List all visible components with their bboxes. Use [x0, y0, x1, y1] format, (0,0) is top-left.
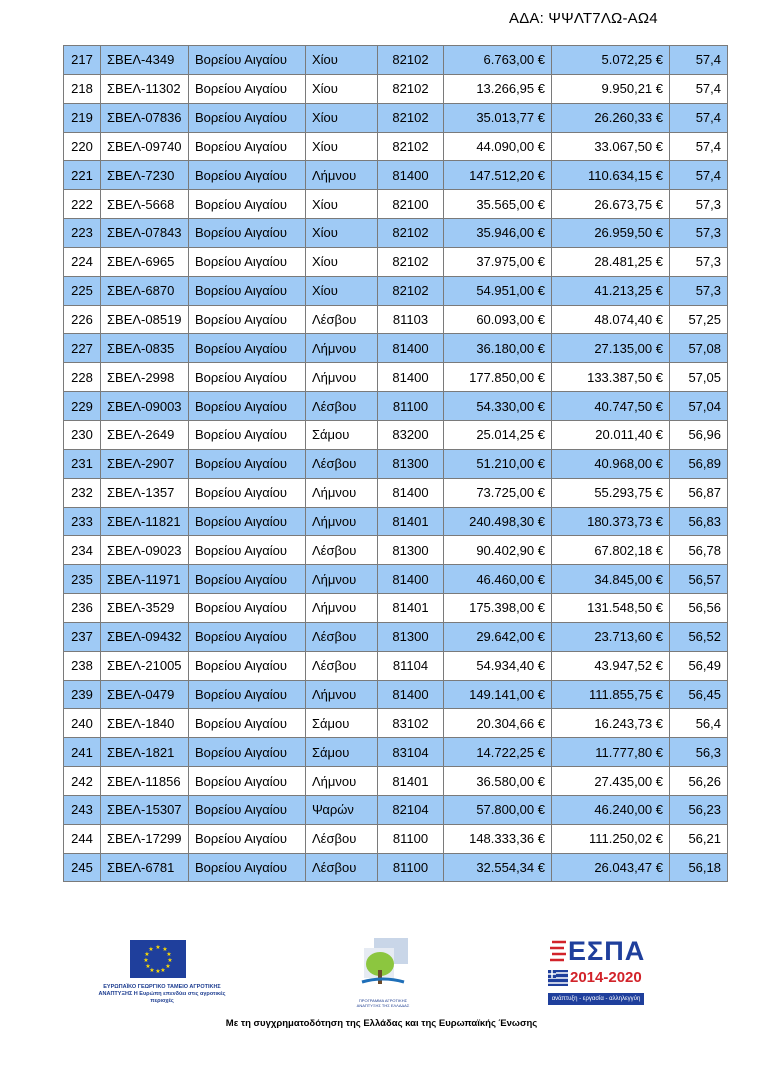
row-score: 57,3: [670, 276, 728, 305]
row-code: ΣΒΕΛ-4349: [101, 46, 189, 75]
row-postal-code: 82102: [378, 247, 444, 276]
row-public-expenditure: 67.802,18 €: [552, 536, 670, 565]
svg-text:★: ★: [148, 946, 154, 953]
row-public-expenditure: 11.777,80 €: [552, 738, 670, 767]
row-postal-code: 81100: [378, 824, 444, 853]
table-row: [64, 767, 728, 796]
row-prefecture: Λέσβου: [306, 449, 378, 478]
row-region: Βορείου Αιγαίου: [189, 651, 306, 680]
row-postal-code: 81100: [378, 853, 444, 882]
row-postal-code: 81400: [378, 161, 444, 190]
row-score: 57,05: [670, 363, 728, 392]
row-postal-code: 82100: [378, 190, 444, 219]
row-number: 233: [64, 507, 101, 536]
row-prefecture: Σάμου: [306, 420, 378, 449]
row-postal-code: 82104: [378, 795, 444, 824]
row-budget: 35.013,77 €: [444, 103, 552, 132]
row-budget: 54.330,00 €: [444, 392, 552, 421]
row-score: 56,49: [670, 651, 728, 680]
row-region: Βορείου Αιγαίου: [189, 795, 306, 824]
row-budget: 60.093,00 €: [444, 305, 552, 334]
row-public-expenditure: 111.250,02 €: [552, 824, 670, 853]
espa-slogan: ανάπτυξη - εργασία - αλληλεγγύη: [548, 993, 644, 1005]
table-row: [64, 449, 728, 478]
row-region: Βορείου Αιγαίου: [189, 161, 306, 190]
table-row: [64, 622, 728, 651]
table-row: [64, 46, 728, 75]
row-region: Βορείου Αιγαίου: [189, 334, 306, 363]
row-number: 221: [64, 161, 101, 190]
row-number: 220: [64, 132, 101, 161]
row-budget: 54.951,00 €: [444, 276, 552, 305]
row-score: 56,45: [670, 680, 728, 709]
rural-program-caption: ΠΡΟΓΡΑΜΜΑ ΑΓΡΟΤΙΚΗΣ ΑΝΑΠΤΥΞΗΣ ΤΗΣ ΕΛΛΑΔΑΣ: [356, 998, 410, 1008]
rural-program-logo: [354, 936, 412, 994]
table-row: [64, 824, 728, 853]
row-region: Βορείου Αιγαίου: [189, 74, 306, 103]
svg-text:★: ★: [155, 968, 161, 975]
row-score: 57,04: [670, 392, 728, 421]
row-public-expenditure: 48.074,40 €: [552, 305, 670, 334]
footer: [0, 930, 763, 1080]
row-score: 57,4: [670, 132, 728, 161]
table-row: [64, 392, 728, 421]
table-row: [64, 334, 728, 363]
row-region: Βορείου Αιγαίου: [189, 132, 306, 161]
table-row: [64, 161, 728, 190]
row-number: 240: [64, 709, 101, 738]
row-number: 243: [64, 795, 101, 824]
row-prefecture: Λήμνου: [306, 594, 378, 623]
row-postal-code: 83102: [378, 709, 444, 738]
row-score: 56,21: [670, 824, 728, 853]
row-prefecture: Χίου: [306, 46, 378, 75]
row-budget: 6.763,00 €: [444, 46, 552, 75]
row-code: ΣΒΕΛ-09432: [101, 622, 189, 651]
row-budget: 148.333,36 €: [444, 824, 552, 853]
row-budget: 57.800,00 €: [444, 795, 552, 824]
row-public-expenditure: 9.950,21 €: [552, 74, 670, 103]
row-number: 237: [64, 622, 101, 651]
espa-title: ΕΣΠΑ: [568, 936, 646, 966]
row-public-expenditure: 26.043,47 €: [552, 853, 670, 882]
table-row: [64, 420, 728, 449]
table-row: [64, 190, 728, 219]
table-row: [64, 74, 728, 103]
row-budget: 240.498,30 €: [444, 507, 552, 536]
row-number: 238: [64, 651, 101, 680]
row-code: ΣΒΕΛ-08519: [101, 305, 189, 334]
row-public-expenditure: 133.387,50 €: [552, 363, 670, 392]
row-prefecture: Χίου: [306, 247, 378, 276]
row-postal-code: 81100: [378, 392, 444, 421]
row-budget: 36.580,00 €: [444, 767, 552, 796]
row-code: ΣΒΕΛ-17299: [101, 824, 189, 853]
row-postal-code: 82102: [378, 219, 444, 248]
row-budget: 73.725,00 €: [444, 478, 552, 507]
row-region: Βορείου Αιγαίου: [189, 363, 306, 392]
row-postal-code: 81400: [378, 363, 444, 392]
row-score: 56,87: [670, 478, 728, 507]
row-region: Βορείου Αιγαίου: [189, 622, 306, 651]
row-score: 57,4: [670, 161, 728, 190]
row-budget: 90.402,90 €: [444, 536, 552, 565]
row-public-expenditure: 131.548,50 €: [552, 594, 670, 623]
svg-text:★: ★: [149, 967, 155, 974]
row-postal-code: 81104: [378, 651, 444, 680]
row-region: Βορείου Αιγαίου: [189, 276, 306, 305]
row-number: 241: [64, 738, 101, 767]
row-score: 56,83: [670, 507, 728, 536]
row-code: ΣΒΕΛ-6965: [101, 247, 189, 276]
row-prefecture: Λήμνου: [306, 363, 378, 392]
row-code: ΣΒΕΛ-3529: [101, 594, 189, 623]
table-row: [64, 738, 728, 767]
row-budget: 37.975,00 €: [444, 247, 552, 276]
row-public-expenditure: 26.959,50 €: [552, 219, 670, 248]
row-region: Βορείου Αιγαίου: [189, 824, 306, 853]
row-public-expenditure: 40.968,00 €: [552, 449, 670, 478]
row-score: 56,96: [670, 420, 728, 449]
row-code: ΣΒΕΛ-2907: [101, 449, 189, 478]
svg-text:★: ★: [144, 951, 150, 958]
row-score: 57,4: [670, 46, 728, 75]
row-number: 245: [64, 853, 101, 882]
row-number: 242: [64, 767, 101, 796]
row-number: 222: [64, 190, 101, 219]
row-public-expenditure: 55.293,75 €: [552, 478, 670, 507]
row-number: 217: [64, 46, 101, 75]
row-prefecture: Λέσβου: [306, 392, 378, 421]
row-region: Βορείου Αιγαίου: [189, 767, 306, 796]
ada-code: ΑΔΑ: ΨΨΛΤ7ΛΩ-ΑΩ4: [509, 10, 658, 27]
svg-text:★: ★: [165, 963, 171, 970]
row-code: ΣΒΕΛ-2998: [101, 363, 189, 392]
svg-text:★: ★: [162, 946, 168, 953]
row-prefecture: Λέσβου: [306, 536, 378, 565]
row-postal-code: 81400: [378, 680, 444, 709]
row-public-expenditure: 20.011,40 €: [552, 420, 670, 449]
cofunding-note: Με τη συγχρηματοδότηση της Ελλάδας και της Ευρωπαϊκής Ένωσης: [225, 1018, 538, 1029]
row-score: 57,08: [670, 334, 728, 363]
row-postal-code: 82102: [378, 74, 444, 103]
table-row: [64, 247, 728, 276]
row-region: Βορείου Αιγαίου: [189, 392, 306, 421]
row-region: Βορείου Αιγαίου: [189, 449, 306, 478]
row-score: 56,78: [670, 536, 728, 565]
row-score: 57,3: [670, 219, 728, 248]
row-score: 56,89: [670, 449, 728, 478]
svg-text:★: ★: [155, 944, 161, 951]
row-number: 231: [64, 449, 101, 478]
row-code: ΣΒΕΛ-07836: [101, 103, 189, 132]
row-public-expenditure: 23.713,60 €: [552, 622, 670, 651]
table-row: [64, 795, 728, 824]
row-region: Βορείου Αιγαίου: [189, 709, 306, 738]
row-budget: 35.565,00 €: [444, 190, 552, 219]
row-region: Βορείου Αιγαίου: [189, 46, 306, 75]
row-code: ΣΒΕΛ-15307: [101, 795, 189, 824]
row-postal-code: 81300: [378, 536, 444, 565]
row-score: 56,56: [670, 594, 728, 623]
row-score: 57,4: [670, 103, 728, 132]
row-score: 57,4: [670, 74, 728, 103]
beneficiaries-table: [63, 45, 728, 882]
row-code: ΣΒΕΛ-0835: [101, 334, 189, 363]
row-postal-code: 81401: [378, 767, 444, 796]
svg-text:★: ★: [166, 951, 172, 958]
row-prefecture: Λέσβου: [306, 853, 378, 882]
row-code: ΣΒΕΛ-2649: [101, 420, 189, 449]
row-code: ΣΒΕΛ-1357: [101, 478, 189, 507]
row-number: 230: [64, 420, 101, 449]
row-prefecture: Ψαρών: [306, 795, 378, 824]
row-code: ΣΒΕΛ-0479: [101, 680, 189, 709]
row-region: Βορείου Αιγαίου: [189, 305, 306, 334]
row-score: 56,3: [670, 738, 728, 767]
row-public-expenditure: 34.845,00 €: [552, 565, 670, 594]
row-public-expenditure: 43.947,52 €: [552, 651, 670, 680]
row-budget: 13.266,95 €: [444, 74, 552, 103]
row-number: 224: [64, 247, 101, 276]
row-budget: 14.722,25 €: [444, 738, 552, 767]
row-public-expenditure: 5.072,25 €: [552, 46, 670, 75]
row-region: Βορείου Αιγαίου: [189, 507, 306, 536]
row-code: ΣΒΕΛ-07843: [101, 219, 189, 248]
row-public-expenditure: 33.067,50 €: [552, 132, 670, 161]
row-public-expenditure: 26.260,33 €: [552, 103, 670, 132]
row-prefecture: Λέσβου: [306, 824, 378, 853]
row-region: Βορείου Αιγαίου: [189, 219, 306, 248]
row-budget: 36.180,00 €: [444, 334, 552, 363]
eu-fund-caption: ΕΥΡΩΠΑΪΚΟ ΓΕΩΡΓΙΚΟ ΤΑΜΕΙΟ ΑΓΡΟΤΙΚΗΣ ΑΝΑΠΤΥΞΗΣ Η Ευρώπη επενδύει στις αγροτικές περιοχές: [98, 984, 226, 1004]
row-region: Βορείου Αιγαίου: [189, 680, 306, 709]
eu-flag-logo: [130, 940, 186, 978]
row-postal-code: 83104: [378, 738, 444, 767]
row-budget: 46.460,00 €: [444, 565, 552, 594]
row-code: ΣΒΕΛ-11971: [101, 565, 189, 594]
table-row: [64, 305, 728, 334]
table-row: [64, 478, 728, 507]
row-budget: 20.304,66 €: [444, 709, 552, 738]
row-region: Βορείου Αιγαίου: [189, 853, 306, 882]
row-budget: 29.642,00 €: [444, 622, 552, 651]
row-public-expenditure: 27.135,00 €: [552, 334, 670, 363]
table-row: [64, 103, 728, 132]
row-code: ΣΒΕΛ-11821: [101, 507, 189, 536]
row-postal-code: 82102: [378, 46, 444, 75]
row-region: Βορείου Αιγαίου: [189, 478, 306, 507]
row-prefecture: Λέσβου: [306, 651, 378, 680]
row-budget: 175.398,00 €: [444, 594, 552, 623]
row-postal-code: 81400: [378, 565, 444, 594]
table-row: [64, 565, 728, 594]
table-row: [64, 594, 728, 623]
row-code: ΣΒΕΛ-1821: [101, 738, 189, 767]
row-number: 229: [64, 392, 101, 421]
row-region: Βορείου Αιγαίου: [189, 565, 306, 594]
row-postal-code: 82102: [378, 103, 444, 132]
svg-text:★: ★: [143, 957, 149, 964]
row-postal-code: 83200: [378, 420, 444, 449]
row-budget: 25.014,25 €: [444, 420, 552, 449]
row-postal-code: 82102: [378, 276, 444, 305]
table-row: [64, 680, 728, 709]
table-row: [64, 132, 728, 161]
row-number: 223: [64, 219, 101, 248]
row-budget: 44.090,00 €: [444, 132, 552, 161]
row-number: 218: [64, 74, 101, 103]
row-public-expenditure: 27.435,00 €: [552, 767, 670, 796]
row-prefecture: Λήμνου: [306, 161, 378, 190]
row-postal-code: 81103: [378, 305, 444, 334]
row-budget: 147.512,20 €: [444, 161, 552, 190]
svg-text:★: ★: [160, 967, 166, 974]
row-score: 56,57: [670, 565, 728, 594]
row-postal-code: 82102: [378, 132, 444, 161]
row-public-expenditure: 111.855,75 €: [552, 680, 670, 709]
row-score: 57,3: [670, 190, 728, 219]
row-postal-code: 81300: [378, 622, 444, 651]
row-number: 235: [64, 565, 101, 594]
row-budget: 54.934,40 €: [444, 651, 552, 680]
row-code: ΣΒΕΛ-1840: [101, 709, 189, 738]
row-prefecture: Σάμου: [306, 738, 378, 767]
row-postal-code: 81400: [378, 478, 444, 507]
table-row: [64, 276, 728, 305]
row-number: 219: [64, 103, 101, 132]
row-budget: 35.946,00 €: [444, 219, 552, 248]
row-prefecture: Χίου: [306, 103, 378, 132]
row-number: 228: [64, 363, 101, 392]
row-public-expenditure: 110.634,15 €: [552, 161, 670, 190]
row-code: ΣΒΕΛ-09740: [101, 132, 189, 161]
row-score: 57,25: [670, 305, 728, 334]
table-row: [64, 363, 728, 392]
row-number: 227: [64, 334, 101, 363]
row-prefecture: Λέσβου: [306, 305, 378, 334]
row-prefecture: Λέσβου: [306, 622, 378, 651]
row-prefecture: Χίου: [306, 276, 378, 305]
row-public-expenditure: 46.240,00 €: [552, 795, 670, 824]
row-region: Βορείου Αιγαίου: [189, 190, 306, 219]
table-row: [64, 536, 728, 565]
row-score: 56,18: [670, 853, 728, 882]
row-budget: 149.141,00 €: [444, 680, 552, 709]
row-public-expenditure: 40.747,50 €: [552, 392, 670, 421]
row-score: 56,52: [670, 622, 728, 651]
table-row: [64, 219, 728, 248]
row-code: ΣΒΕΛ-09003: [101, 392, 189, 421]
row-budget: 177.850,00 €: [444, 363, 552, 392]
row-score: 57,3: [670, 247, 728, 276]
row-code: ΣΒΕΛ-7230: [101, 161, 189, 190]
row-public-expenditure: 28.481,25 €: [552, 247, 670, 276]
row-code: ΣΒΕΛ-09023: [101, 536, 189, 565]
row-code: ΣΒΕΛ-5668: [101, 190, 189, 219]
row-region: Βορείου Αιγαίου: [189, 536, 306, 565]
row-prefecture: Λήμνου: [306, 507, 378, 536]
row-prefecture: Λήμνου: [306, 680, 378, 709]
row-prefecture: Χίου: [306, 219, 378, 248]
row-prefecture: Χίου: [306, 132, 378, 161]
row-number: 232: [64, 478, 101, 507]
row-score: 56,4: [670, 709, 728, 738]
row-number: 226: [64, 305, 101, 334]
row-postal-code: 81300: [378, 449, 444, 478]
espa-years: 2014-2020: [570, 969, 642, 986]
row-number: 239: [64, 680, 101, 709]
table-row: [64, 853, 728, 882]
row-postal-code: 81400: [378, 334, 444, 363]
row-public-expenditure: 41.213,25 €: [552, 276, 670, 305]
row-prefecture: Λήμνου: [306, 334, 378, 363]
row-public-expenditure: 26.673,75 €: [552, 190, 670, 219]
row-region: Βορείου Αιγαίου: [189, 247, 306, 276]
row-score: 56,23: [670, 795, 728, 824]
row-prefecture: Λήμνου: [306, 767, 378, 796]
row-code: ΣΒΕΛ-6781: [101, 853, 189, 882]
row-budget: 32.554,34 €: [444, 853, 552, 882]
table-row: [64, 709, 728, 738]
row-number: 236: [64, 594, 101, 623]
row-budget: 51.210,00 €: [444, 449, 552, 478]
row-region: Βορείου Αιγαίου: [189, 738, 306, 767]
row-number: 244: [64, 824, 101, 853]
row-prefecture: Λήμνου: [306, 565, 378, 594]
row-number: 225: [64, 276, 101, 305]
row-prefecture: Λήμνου: [306, 478, 378, 507]
table-row: [64, 507, 728, 536]
svg-text:★: ★: [167, 957, 173, 964]
row-region: Βορείου Αιγαίου: [189, 420, 306, 449]
table-row: [64, 651, 728, 680]
row-prefecture: Χίου: [306, 74, 378, 103]
row-code: ΣΒΕΛ-21005: [101, 651, 189, 680]
row-public-expenditure: 16.243,73 €: [552, 709, 670, 738]
row-score: 56,26: [670, 767, 728, 796]
row-code: ΣΒΕΛ-11856: [101, 767, 189, 796]
row-postal-code: 81401: [378, 594, 444, 623]
row-region: Βορείου Αιγαίου: [189, 103, 306, 132]
espa-logo: [548, 936, 644, 1006]
svg-text:★: ★: [145, 963, 151, 970]
row-prefecture: Χίου: [306, 190, 378, 219]
row-code: ΣΒΕΛ-6870: [101, 276, 189, 305]
row-prefecture: Σάμου: [306, 709, 378, 738]
row-code: ΣΒΕΛ-11302: [101, 74, 189, 103]
row-postal-code: 81401: [378, 507, 444, 536]
row-public-expenditure: 180.373,73 €: [552, 507, 670, 536]
row-region: Βορείου Αιγαίου: [189, 594, 306, 623]
row-number: 234: [64, 536, 101, 565]
